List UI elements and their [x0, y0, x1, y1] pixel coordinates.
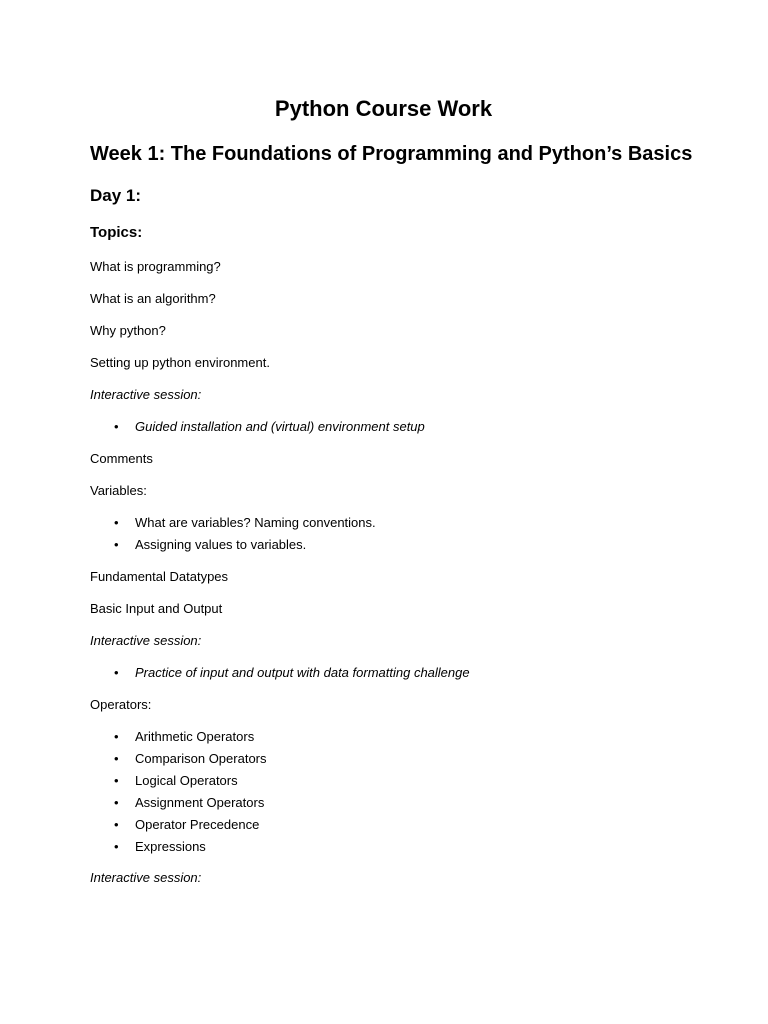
bullet-icon: • — [114, 751, 119, 766]
interactive-session-label-1: Interactive session: — [90, 387, 202, 402]
bullet-icon: • — [114, 515, 119, 530]
list-item: • Logical Operators — [90, 770, 267, 792]
topics-heading: Topics: — [90, 224, 143, 241]
document-title: Python Course Work — [274, 96, 493, 121]
list-item: • What are variables? Naming conventions. — [90, 512, 376, 534]
topic-why-python: Why python? — [90, 323, 166, 338]
topic-operators: Operators: — [90, 697, 152, 712]
topic-setup-environment: Setting up python environment. — [90, 355, 270, 370]
list-item: • Guided installation and (virtual) environment setup — [90, 416, 425, 438]
bullet-icon: • — [114, 795, 119, 810]
bullet-icon: • — [114, 773, 119, 788]
bullet-icon: • — [114, 665, 119, 680]
bullet-icon: • — [114, 817, 119, 832]
interactive-session-list-2 — [90, 662, 470, 684]
interactive-session-list-1 — [90, 416, 425, 438]
interactive-session-label-2: Interactive session: — [90, 633, 202, 648]
topic-what-is-algorithm: What is an algorithm? — [90, 291, 216, 306]
list-item: • Arithmetic Operators — [90, 726, 267, 748]
list-item: • Practice of input and output with data formatting challenge — [90, 662, 470, 684]
topic-variables: Variables: — [90, 483, 147, 498]
topic-comments: Comments — [90, 451, 153, 466]
topic-fundamental-datatypes: Fundamental Datatypes — [90, 569, 229, 584]
list-item: • Assignment Operators — [90, 792, 267, 814]
interactive-session-label-3: Interactive session: — [90, 870, 202, 885]
list-item: • Operator Precedence — [90, 814, 267, 836]
bullet-icon: • — [114, 729, 119, 744]
list-item: • Comparison Operators — [90, 748, 267, 770]
variables-list — [90, 512, 376, 556]
topic-what-is-programming: What is programming? — [90, 259, 221, 274]
bullet-icon: • — [114, 419, 119, 434]
day-heading: Day 1: — [90, 186, 142, 205]
bullet-icon: • — [114, 839, 119, 854]
topic-basic-io: Basic Input and Output — [90, 601, 223, 616]
list-item: • Expressions — [90, 836, 267, 858]
week-heading: Week 1: The Foundations of Programming and Python’s Basics — [90, 143, 693, 165]
bullet-icon: • — [114, 537, 119, 552]
list-item: • Assigning values to variables. — [90, 534, 376, 556]
operators-list — [90, 726, 267, 858]
